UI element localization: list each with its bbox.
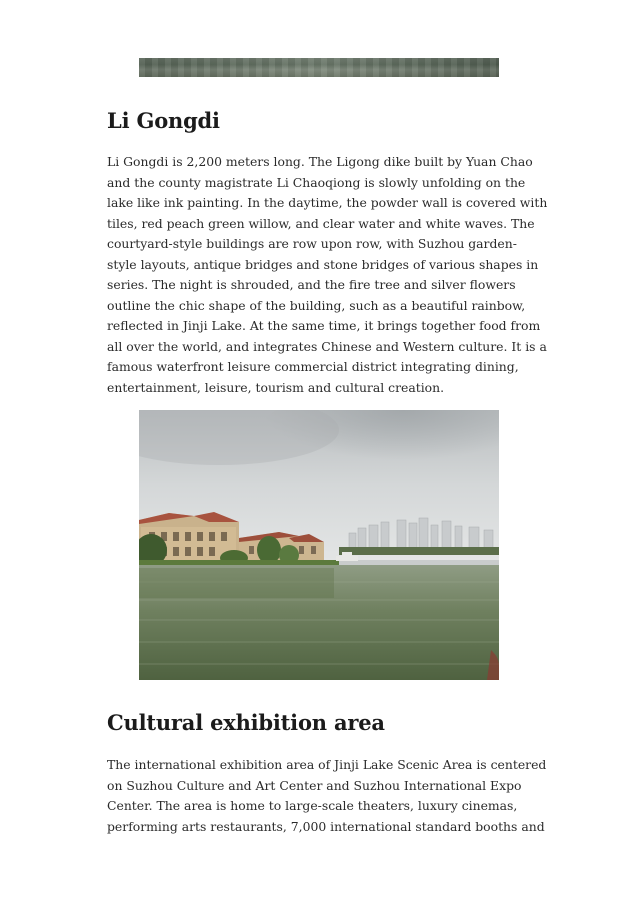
paragraph-line: reflected in Jinji Lake. At the same time, it brings together food from [107,318,541,333]
paragraph-line: tiles, red peach green willow, and clear water and white waves. The [107,215,535,231]
paragraph-line: famous waterfront leisure commercial district integrating dining, [107,359,519,374]
paragraph-line: Center. The area is home to large-scale theaters, luxury cinemas, [107,798,518,813]
section-heading-li-gongdi: Li Gongdi [107,108,220,133]
paragraph-line: lake like ink painting. In the daytime, the powder wall is covered with [107,195,548,210]
paragraph-line: all over the world, and integrates Chinese and Western culture. It is a [107,338,547,354]
paragraph-line: and the county magistrate Li Chaoqiong is slowly unfolding on the [107,174,526,190]
paragraph-line: The international exhibition area of Jinji Lake Scenic Area is centered [107,757,547,772]
paragraph-line: entertainment, leisure, tourism and cultural creation. [107,379,445,395]
lake-photo [139,410,499,680]
paragraph-line: on Suzhou Culture and Art Center and Suzhou International Expo [107,777,522,793]
top-photo-strip [139,58,499,77]
paragraph-line: series. The night is shrouded, and the fire tree and silver flowers [107,277,516,292]
paragraph-line: outline the chic shape of the building, such as a beautiful rainbow, [107,297,526,313]
section-heading-cultural-exhibition: Cultural exhibition area [107,710,385,735]
paragraph-line: Li Gongdi is 2,200 meters long. The Ligong dike built by Yuan Chao [107,154,533,169]
paragraph-line: courtyard-style buildings are row upon row, with Suzhou garden- [107,236,517,251]
cultural-exhibition-paragraph [107,755,547,837]
li-gongdi-paragraph [107,152,548,398]
paragraph-line: performing arts restaurants, 7,000 international standard booths and [107,818,545,834]
paragraph-line: style layouts, antique bridges and stone bridges of various shapes in [107,256,539,272]
